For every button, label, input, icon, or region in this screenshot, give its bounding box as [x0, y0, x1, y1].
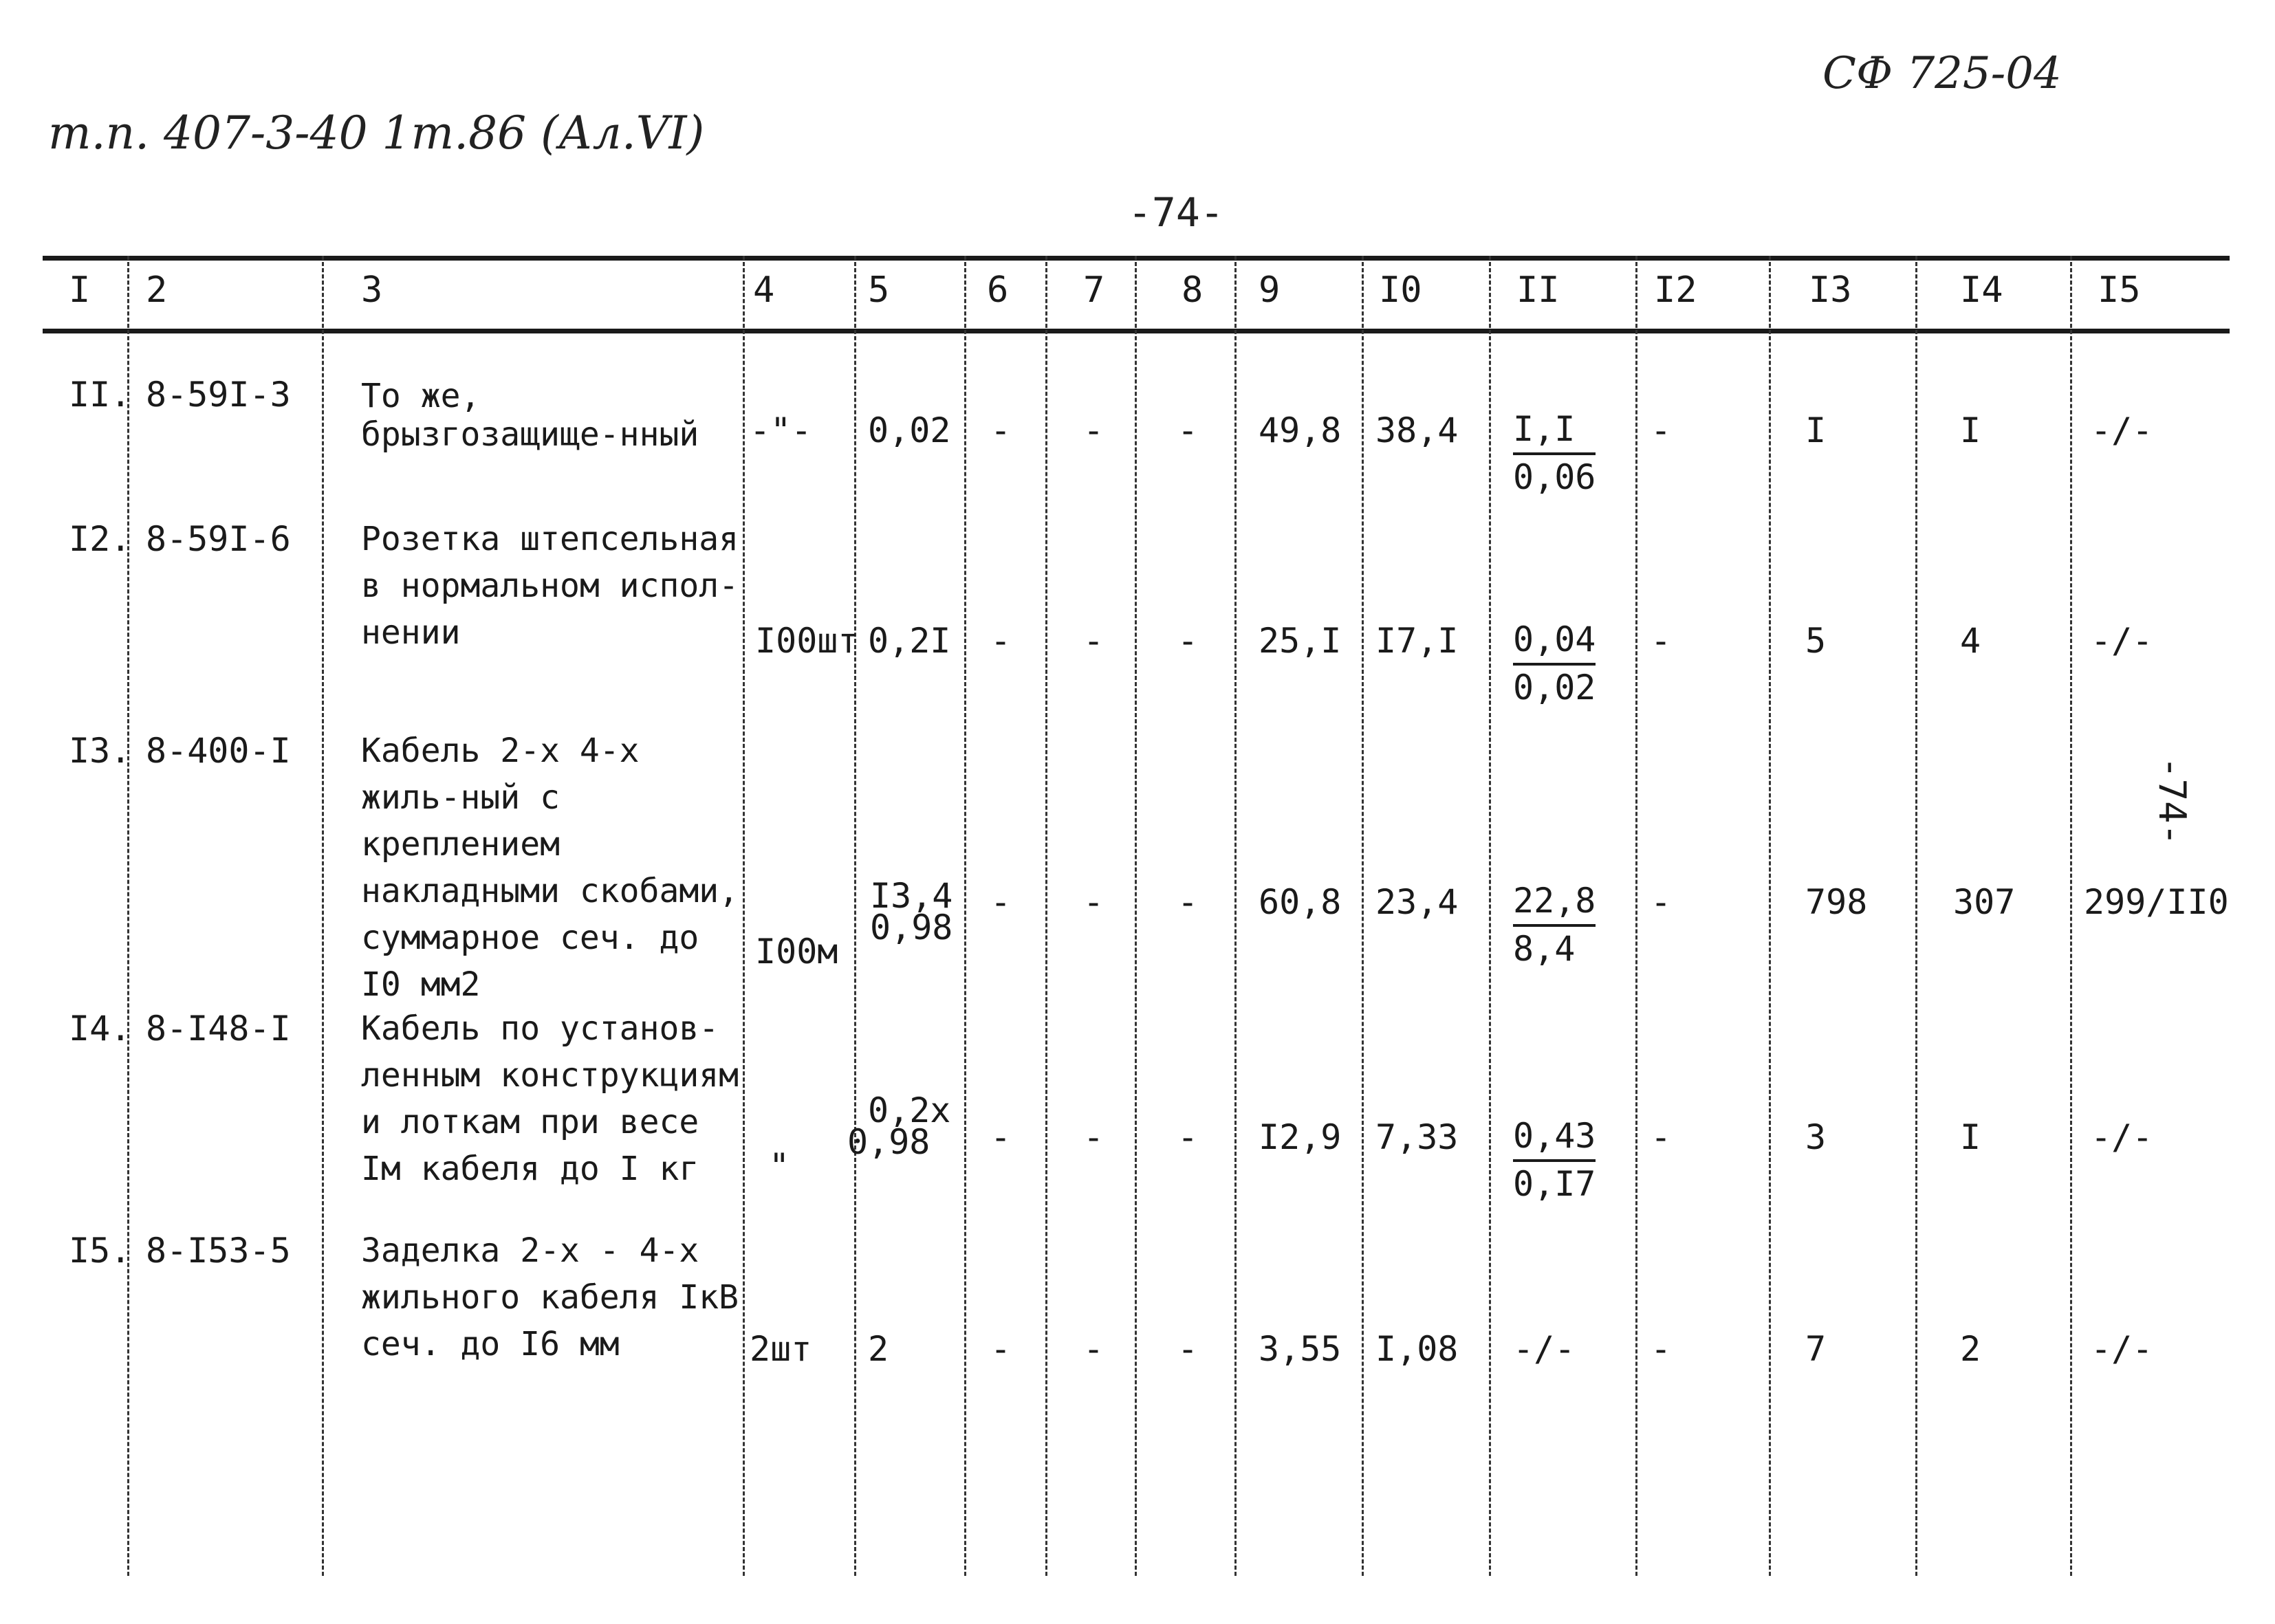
row-col9: I2,9 — [1259, 1117, 1342, 1157]
handwritten-document-reference: т.п. 407-3-40 1т.86 (Ал.VI) — [48, 107, 705, 160]
row-col7: - — [1083, 410, 1104, 450]
column-header: I — [69, 270, 91, 311]
row-col5: 0,2I — [868, 621, 951, 661]
row-col7: - — [1083, 621, 1104, 661]
row-col13: 798 — [1805, 882, 1868, 922]
column-header: I3 — [1809, 270, 1852, 311]
row-col12: - — [1651, 410, 1672, 450]
row-col12: - — [1651, 1117, 1672, 1157]
row-code: 8-I48-I — [146, 1009, 291, 1049]
side-page-number: -74- — [2151, 756, 2194, 846]
row-number: I5. — [69, 1231, 131, 1271]
row-col14: 2 — [1960, 1329, 1981, 1369]
row-col15: -/- — [2091, 621, 2153, 661]
column-divider — [2070, 256, 2072, 1576]
column-header: 9 — [1259, 270, 1281, 311]
column-divider — [1362, 256, 1364, 1576]
handwritten-code: СФ 725-04 — [1822, 48, 2062, 99]
row-col14: I — [1960, 410, 1981, 450]
row-number: I4. — [69, 1009, 131, 1049]
fraction-denominator: 0,02 — [1513, 668, 1596, 707]
row-number: I3. — [69, 731, 131, 771]
row-col8: - — [1177, 1117, 1199, 1157]
row-col13: 5 — [1805, 621, 1827, 661]
row-col12: - — [1651, 1329, 1672, 1369]
row-description: Кабель 2-х 4-х жиль-ный с креплением накладными скобами, суммарное сеч. до I0 мм2 — [361, 732, 739, 1004]
row-col9: 3,55 — [1259, 1329, 1342, 1369]
row-col13: 7 — [1805, 1329, 1827, 1369]
row-col10: 7,33 — [1375, 1117, 1459, 1157]
row-col6: - — [990, 621, 1012, 661]
row-col13: I — [1805, 410, 1827, 450]
row-code: 8-I53-5 — [146, 1231, 291, 1271]
row-description: Кабель по установ-ленным конструкциям и лоткам при весе Iм кабеля до I кг — [361, 1009, 739, 1188]
row-col11-fraction — [1513, 407, 1596, 499]
column-divider — [322, 256, 324, 1576]
row-col6: - — [990, 882, 1012, 922]
row-col14: I — [1960, 1117, 1981, 1157]
row-unit: 2шт — [750, 1329, 812, 1369]
row-code: 8-59I-3 — [146, 375, 291, 415]
row-col7: - — [1083, 882, 1104, 922]
row-col8: - — [1177, 882, 1199, 922]
column-header: 2 — [146, 270, 168, 311]
fraction-denominator: 0,06 — [1513, 457, 1596, 497]
row-col5: 2 — [868, 1329, 889, 1369]
row-col10: 23,4 — [1375, 882, 1459, 922]
column-divider — [1135, 256, 1137, 1576]
row-col15: -/- — [2091, 410, 2153, 450]
row-col6: - — [990, 1329, 1012, 1369]
row-description: То же, брызгозащище-нный — [361, 377, 699, 454]
col5-top-value: I3,4 — [870, 876, 953, 916]
col5-bottom-value: 0,98 — [870, 908, 953, 947]
column-header: 5 — [868, 270, 890, 311]
row-col10: I7,I — [1375, 621, 1459, 661]
row-unit: I00м — [755, 932, 838, 972]
row-col10: 38,4 — [1375, 410, 1459, 450]
column-divider — [1489, 256, 1491, 1576]
row-col8: - — [1177, 621, 1199, 661]
col5-top-value: 0,2х — [868, 1090, 951, 1130]
row-col13: 3 — [1805, 1117, 1827, 1157]
row-description: Заделка 2-х - 4-х жильного кабеля IкВ сеч. до I6 мм — [361, 1231, 739, 1363]
column-header: 4 — [753, 270, 775, 311]
row-col12: - — [1651, 621, 1672, 661]
row-col8: - — [1177, 410, 1199, 450]
row-col6: - — [990, 1117, 1012, 1157]
row-col11-fraction — [1513, 1114, 1596, 1206]
row-col5-stack — [870, 876, 953, 947]
column-header: 7 — [1083, 270, 1105, 311]
row-col10: I,08 — [1375, 1329, 1459, 1369]
column-divider — [1635, 256, 1637, 1576]
fraction-numerator: 22,8 — [1513, 879, 1596, 927]
column-divider — [854, 256, 856, 1576]
row-col15: 299/II0 — [2084, 882, 2229, 922]
row-col11-fraction — [1513, 879, 1596, 971]
row-col7: - — [1083, 1329, 1104, 1369]
row-col15: -/- — [2091, 1329, 2153, 1369]
column-header: II — [1516, 270, 1560, 311]
column-divider — [1045, 256, 1047, 1576]
row-number: II. — [69, 375, 131, 415]
row-col9: 49,8 — [1259, 410, 1342, 450]
page-number: -74- — [1128, 189, 1224, 236]
column-divider — [1915, 256, 1917, 1576]
column-header: 3 — [361, 270, 383, 311]
row-col14: 4 — [1960, 621, 1981, 661]
column-header: 8 — [1182, 270, 1204, 311]
row-col8: - — [1177, 1329, 1199, 1369]
column-header: I0 — [1379, 270, 1422, 311]
row-col11: -/- — [1513, 1329, 1576, 1369]
row-col14: 307 — [1953, 882, 2016, 922]
column-header: I5 — [2098, 270, 2141, 311]
row-unit: " — [769, 1146, 790, 1186]
fraction-numerator: 0,43 — [1513, 1114, 1596, 1162]
column-divider — [1769, 256, 1771, 1576]
row-description: Розетка штепсельная в нормальном испол-нении — [361, 520, 739, 652]
column-header: I4 — [1960, 270, 2003, 311]
row-col5-stack — [847, 1090, 951, 1162]
column-divider — [1234, 256, 1237, 1576]
col5-bottom-value: 0,98 — [847, 1122, 930, 1162]
column-divider — [964, 256, 966, 1576]
row-col6: - — [990, 410, 1012, 450]
column-header: 6 — [987, 270, 1009, 311]
row-unit: -"- — [750, 410, 812, 450]
row-code: 8-400-I — [146, 731, 291, 771]
row-col5: 0,02 — [868, 410, 951, 450]
row-code: 8-59I-6 — [146, 519, 291, 559]
fraction-numerator: I,I — [1513, 407, 1596, 455]
row-col9: 60,8 — [1259, 882, 1342, 922]
row-col9: 25,I — [1259, 621, 1342, 661]
fraction-denominator: 0,I7 — [1513, 1164, 1596, 1204]
fraction-numerator: 0,04 — [1513, 617, 1596, 666]
fraction-denominator: 8,4 — [1513, 929, 1576, 969]
row-col12: - — [1651, 882, 1672, 922]
row-col7: - — [1083, 1117, 1104, 1157]
column-header: I2 — [1654, 270, 1697, 311]
row-col11-fraction — [1513, 617, 1596, 710]
row-number: I2. — [69, 519, 131, 559]
row-unit: I00шт — [755, 621, 859, 661]
row-col15: -/- — [2091, 1117, 2153, 1157]
column-divider — [127, 256, 129, 1576]
